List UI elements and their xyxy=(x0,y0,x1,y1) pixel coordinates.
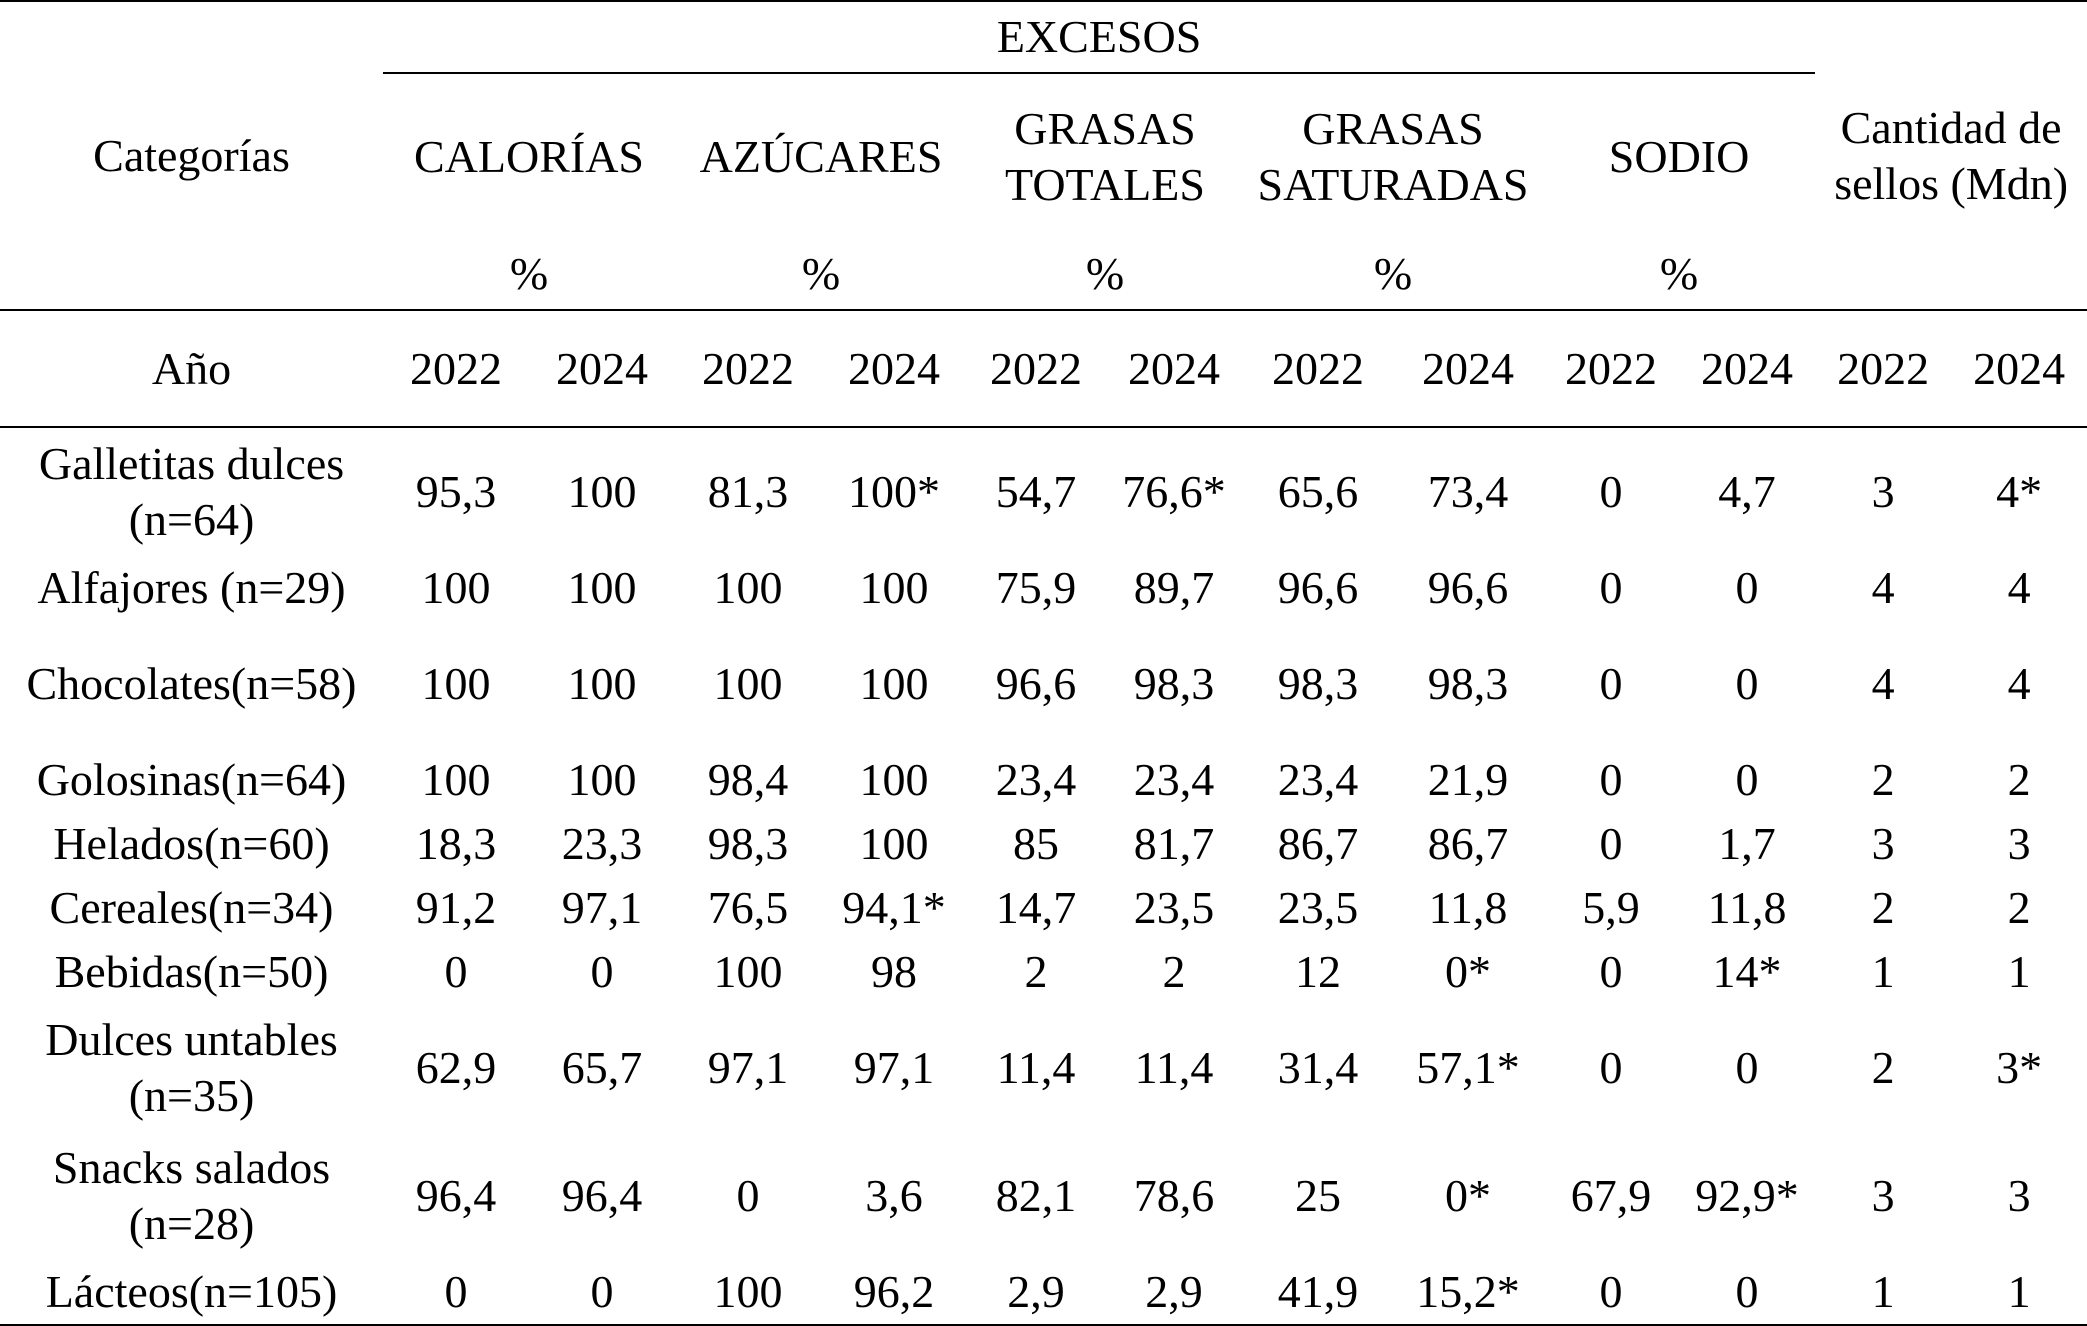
percent-label: % xyxy=(509,248,549,299)
value-cell: 14,7 xyxy=(995,882,1077,933)
value-cell: 23,4 xyxy=(1277,754,1359,805)
table-row xyxy=(0,812,2087,876)
value-cell: 4 xyxy=(1871,562,1895,613)
value-cell: 0 xyxy=(1735,1042,1759,1093)
table-row xyxy=(0,1132,2087,1260)
value-cell: 96,6 xyxy=(995,658,1077,709)
value-cell: 15,2* xyxy=(1393,1260,1543,1325)
value-cell: 1 xyxy=(1951,1260,2087,1325)
value-cell: 96,6 xyxy=(1277,562,1359,613)
nutrient-header-sodio: SODIO xyxy=(1608,130,1750,182)
value-cell: 0 xyxy=(1543,1260,1679,1325)
value-cell: 92,9* xyxy=(1695,1170,1799,1221)
value-cell: 11,8 xyxy=(1428,882,1508,933)
value-cell: 4 xyxy=(2007,562,2031,613)
year-header: 2022 xyxy=(675,310,821,427)
value-cell: 11,4 xyxy=(1134,1042,1214,1093)
value-cell: 97,1 xyxy=(853,1042,935,1093)
year-header: 2024 xyxy=(821,310,967,427)
excesos-header: EXCESOS xyxy=(383,1,1815,73)
value-cell: 98,3 xyxy=(1277,658,1359,709)
value-cell: 0 xyxy=(529,1260,675,1325)
value-cell: 97,1 xyxy=(707,1042,789,1093)
header-row-year xyxy=(0,310,2087,427)
value-cell: 100 xyxy=(567,466,637,517)
table-row xyxy=(0,876,2087,940)
value-cell: 11,8 xyxy=(1707,882,1787,933)
value-cell: 100 xyxy=(859,754,929,805)
value-cell: 100 xyxy=(675,1260,821,1325)
category-cell: Golosinas(n=64) xyxy=(36,754,347,805)
value-cell: 3 xyxy=(1871,1170,1895,1221)
percent-label: % xyxy=(1085,248,1125,299)
value-cell: 100 xyxy=(713,658,783,709)
value-cell: 11,4 xyxy=(996,1042,1076,1093)
value-cell: 86,7 xyxy=(1277,818,1359,869)
value-cell: 4 xyxy=(1871,658,1895,709)
value-cell: 3* xyxy=(1996,1042,2043,1093)
category-cell: Chocolates(n=58) xyxy=(26,658,357,709)
value-cell: 18,3 xyxy=(415,818,497,869)
value-cell: 57,1* xyxy=(1416,1042,1520,1093)
value-cell: 25 xyxy=(1295,1170,1341,1221)
table-row xyxy=(0,1260,2087,1325)
value-cell: 0 xyxy=(1735,754,1759,805)
value-cell: 0 xyxy=(1679,1260,1815,1325)
year-header: 2022 xyxy=(1815,310,1951,427)
value-cell: 0 xyxy=(590,946,614,997)
value-cell: 100* xyxy=(848,466,940,517)
value-cell: 100 xyxy=(567,562,637,613)
value-cell: 100 xyxy=(421,754,491,805)
value-cell: 100 xyxy=(421,658,491,709)
value-cell: 67,9 xyxy=(1570,1170,1652,1221)
value-cell: 95,3 xyxy=(415,466,497,517)
table-row xyxy=(0,1004,2087,1132)
value-cell: 4,7 xyxy=(1718,466,1776,517)
year-header: 2022 xyxy=(1243,310,1393,427)
value-cell: 2,9 xyxy=(1105,1260,1243,1325)
value-cell: 96,6 xyxy=(1427,562,1509,613)
value-cell: 21,9 xyxy=(1427,754,1509,805)
year-header: 2022 xyxy=(383,310,529,427)
value-cell: 100 xyxy=(567,754,637,805)
year-header: 2024 xyxy=(529,310,675,427)
value-cell: 85 xyxy=(1013,818,1059,869)
value-cell: 0 xyxy=(444,946,468,997)
value-cell: 89,7 xyxy=(1133,562,1215,613)
anio-header: Año xyxy=(0,310,383,427)
value-cell: 98,3 xyxy=(1133,658,1215,709)
value-cell: 0 xyxy=(1599,1042,1623,1093)
year-header: 2024 xyxy=(1951,310,2087,427)
value-cell: 2 xyxy=(1871,882,1895,933)
table-row xyxy=(0,748,2087,812)
value-cell: 96,2 xyxy=(821,1260,967,1325)
header-row-excesos xyxy=(0,1,2087,73)
value-cell: 100 xyxy=(859,818,929,869)
value-cell: 86,7 xyxy=(1427,818,1509,869)
value-cell: 4* xyxy=(1996,466,2043,517)
value-cell: 0 xyxy=(1735,658,1759,709)
value-cell: 23,5 xyxy=(1133,882,1215,933)
value-cell: 100 xyxy=(567,658,637,709)
value-cell: 0 xyxy=(1599,754,1623,805)
value-cell: 76,6* xyxy=(1122,466,1226,517)
table-row xyxy=(0,940,2087,1004)
nutrient-header-grasas-saturadas: GRASAS SATURADAS xyxy=(1257,102,1529,210)
value-cell: 23,3 xyxy=(561,818,643,869)
value-cell: 23,4 xyxy=(1133,754,1215,805)
value-cell: 0 xyxy=(1599,562,1623,613)
value-cell: 0 xyxy=(1599,658,1623,709)
value-cell: 100 xyxy=(713,946,783,997)
year-header: 2022 xyxy=(967,310,1105,427)
value-cell: 76,5 xyxy=(707,882,789,933)
value-cell: 0 xyxy=(736,1170,760,1221)
value-cell: 100 xyxy=(421,562,491,613)
value-cell: 0 xyxy=(1599,466,1623,517)
value-cell: 82,1 xyxy=(995,1170,1077,1221)
value-cell: 3 xyxy=(2007,1170,2031,1221)
value-cell: 2 xyxy=(2007,882,2031,933)
value-cell: 81,7 xyxy=(1133,818,1215,869)
value-cell: 98,3 xyxy=(1427,658,1509,709)
categorias-header: Categorías xyxy=(0,1,383,310)
percent-label: % xyxy=(1659,248,1699,299)
value-cell: 65,6 xyxy=(1277,466,1359,517)
nutrient-header-azucares: AZÚCARES xyxy=(699,130,943,182)
value-cell: 3 xyxy=(1871,466,1895,517)
value-cell: 0* xyxy=(1445,946,1491,997)
value-cell: 94,1* xyxy=(842,882,946,933)
value-cell: 62,9 xyxy=(415,1042,497,1093)
value-cell: 41,9 xyxy=(1243,1260,1393,1325)
value-cell: 3 xyxy=(1871,818,1895,869)
value-cell: 100 xyxy=(859,658,929,709)
value-cell: 96,4 xyxy=(561,1170,643,1221)
category-cell: Helados(n=60) xyxy=(53,818,330,869)
value-cell: 0 xyxy=(1599,818,1623,869)
nutrient-header-calorias: CALORÍAS xyxy=(413,130,645,182)
sellos-header: Cantidad de sellos (Mdn) xyxy=(1815,1,2087,310)
value-cell: 3,6 xyxy=(865,1170,923,1221)
value-cell: 1,7 xyxy=(1718,818,1776,869)
value-cell: 97,1 xyxy=(561,882,643,933)
category-cell: Bebidas(n=50) xyxy=(54,946,329,997)
table-row xyxy=(0,556,2087,620)
value-cell: 23,4 xyxy=(995,754,1077,805)
value-cell: 98,4 xyxy=(707,754,789,805)
value-cell: 1 xyxy=(2007,946,2031,997)
value-cell: 12 xyxy=(1295,946,1341,997)
value-cell: 100 xyxy=(859,562,929,613)
category-cell: Dulces untables (n=35) xyxy=(45,1014,338,1121)
year-header: 2022 xyxy=(1543,310,1679,427)
category-cell: Snacks salados (n=28) xyxy=(52,1142,331,1249)
year-header: 2024 xyxy=(1393,310,1543,427)
value-cell: 31,4 xyxy=(1277,1042,1359,1093)
category-cell: Lácteos(n=105) xyxy=(0,1260,383,1325)
percent-label: % xyxy=(1373,248,1413,299)
table-row xyxy=(0,620,2087,748)
value-cell: 2 xyxy=(1871,1042,1895,1093)
value-cell: 14* xyxy=(1712,946,1782,997)
category-cell: Alfajores (n=29) xyxy=(37,562,346,613)
value-cell: 2 xyxy=(2007,754,2031,805)
value-cell: 23,5 xyxy=(1277,882,1359,933)
value-cell: 78,6 xyxy=(1133,1170,1215,1221)
category-cell: Cereales(n=34) xyxy=(49,882,334,933)
value-cell: 0 xyxy=(1599,946,1623,997)
value-cell: 2,9 xyxy=(967,1260,1105,1325)
value-cell: 65,7 xyxy=(561,1042,643,1093)
value-cell: 5,9 xyxy=(1582,882,1640,933)
value-cell: 2 xyxy=(1024,946,1048,997)
value-cell: 4 xyxy=(2007,658,2031,709)
value-cell: 75,9 xyxy=(995,562,1077,613)
value-cell: 98 xyxy=(871,946,917,997)
value-cell: 98,3 xyxy=(707,818,789,869)
year-header: 2024 xyxy=(1679,310,1815,427)
value-cell: 2 xyxy=(1871,754,1895,805)
year-header: 2024 xyxy=(1105,310,1243,427)
table-row xyxy=(0,427,2087,556)
value-cell: 91,2 xyxy=(415,882,497,933)
value-cell: 3 xyxy=(2007,818,2031,869)
value-cell: 73,4 xyxy=(1427,466,1509,517)
value-cell: 1 xyxy=(1871,946,1895,997)
value-cell: 1 xyxy=(1815,1260,1951,1325)
value-cell: 54,7 xyxy=(995,466,1077,517)
value-cell: 81,3 xyxy=(707,466,789,517)
value-cell: 2 xyxy=(1162,946,1186,997)
category-cell: Galletitas dulces (n=64) xyxy=(38,438,345,545)
value-cell: 100 xyxy=(713,562,783,613)
percent-label: % xyxy=(801,248,841,299)
value-cell: 0* xyxy=(1445,1170,1491,1221)
nutrient-header-grasas-totales: GRASAS TOTALES xyxy=(1005,102,1205,210)
value-cell: 0 xyxy=(1735,562,1759,613)
value-cell: 96,4 xyxy=(415,1170,497,1221)
value-cell: 0 xyxy=(383,1260,529,1325)
